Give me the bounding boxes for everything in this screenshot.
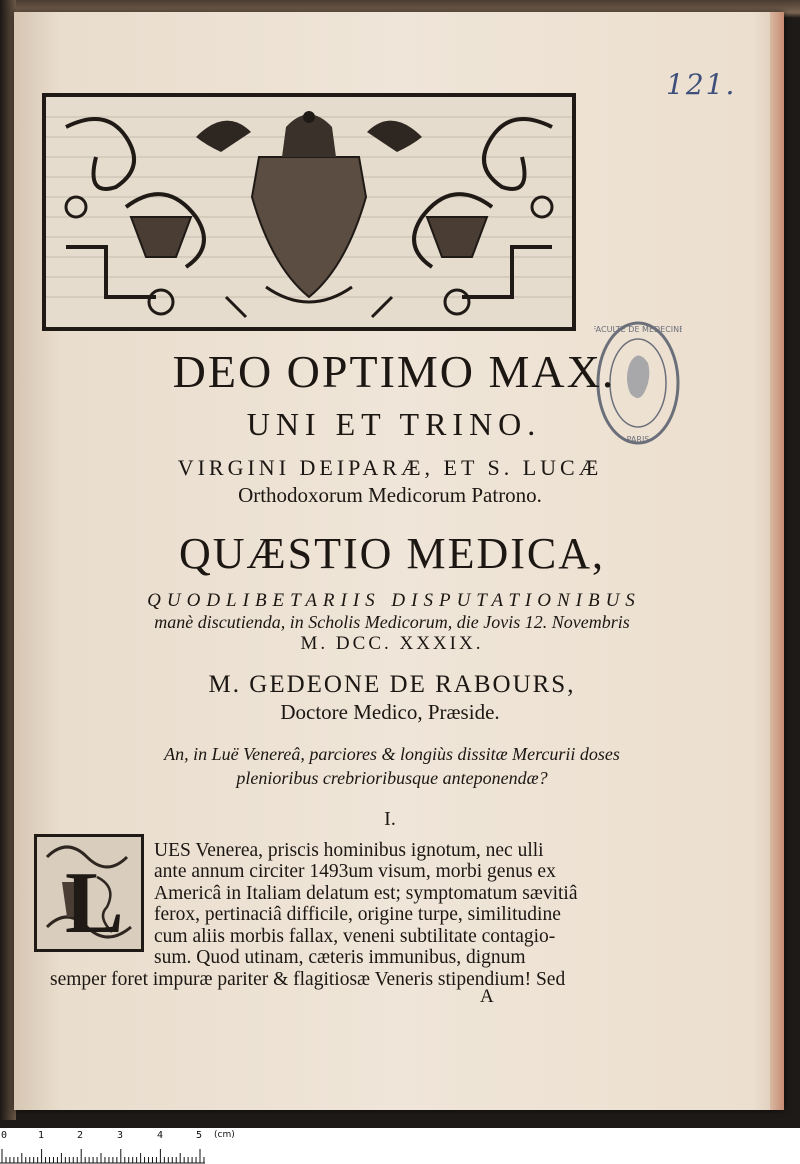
body-line: semper foret impuræ pariter & flagitiosæ Veneris stipendium! Sed [50, 969, 566, 990]
title-discutienda: manè discutienda, in Scholis Medicorum, die Jovis 12. Novembris [154, 612, 630, 632]
title-virgini: VIRGINI DEIPARÆ, ET S. LUCÆ [177, 455, 603, 480]
question-line-1: An, in Luë Venereâ, parciores & longiùs dissitæ Mercurii doses [164, 744, 620, 764]
title-quaestio-medica: QUÆSTIO MEDICA, [179, 529, 605, 578]
svg-text:FACULTE DE MEDECINE: FACULTE DE MEDECINE [594, 325, 682, 334]
body-line: ante annum circiter 1493um visum, morbi genus ex [154, 861, 556, 882]
signature-mark: A [480, 986, 494, 1007]
body-line: Americâ in Italiam delatum est; symptomatum sævitiâ [154, 883, 578, 904]
title-quodlibetariis: QUODLIBETARIIS DISPUTATIONIBUS [147, 590, 641, 611]
body-line: sum. Quod utinam, cæteris immunibus, dignum [154, 947, 526, 968]
body-line: UES Venerea, priscis hominibus ignotum, nec ulli [154, 840, 544, 861]
initial-engraving [37, 837, 141, 949]
section-number: I. [384, 808, 396, 830]
title-praeses-role: Doctore Medico, Præside. [280, 700, 500, 724]
ruler-label-0: 0 [1, 1130, 8, 1141]
ornamental-headpiece [42, 93, 576, 331]
title-uni-et-trino: UNI ET TRINO. [246, 406, 542, 442]
title-date: M. DCC. XXXIX. [300, 633, 484, 654]
ruler-label-2: 2 [77, 1130, 84, 1141]
folio-number: 121. [666, 68, 737, 101]
body-line: ferox, pertinaciâ difficile, origine turpe, similitudine [154, 904, 561, 925]
headpiece-engraving [46, 97, 572, 327]
title-praeses-name: M. GEDEONE DE RABOURS, [208, 671, 576, 698]
title-deo-optimo: DEO OPTIMO MAX. [172, 346, 616, 397]
title-orthodoxorum: Orthodoxorum Medicorum Patrono. [238, 483, 542, 507]
ruler-label-4: 4 [157, 1130, 164, 1141]
svg-text:L: L [65, 855, 124, 949]
svg-text:PARIS: PARIS [626, 435, 650, 444]
ruler-label-3: 3 [117, 1130, 124, 1141]
ruler-unit: (cm) [214, 1130, 235, 1140]
decorative-initial [34, 834, 144, 952]
scale-ruler [0, 1128, 800, 1164]
ruler-label-5: 5 [196, 1130, 203, 1141]
body-line: cum aliis morbis fallax, veneni subtilitate contagio- [154, 926, 556, 947]
question-line-2: plenioribus crebrioribusque anteponendæ? [236, 768, 548, 788]
ruler-label-1: 1 [38, 1130, 45, 1141]
